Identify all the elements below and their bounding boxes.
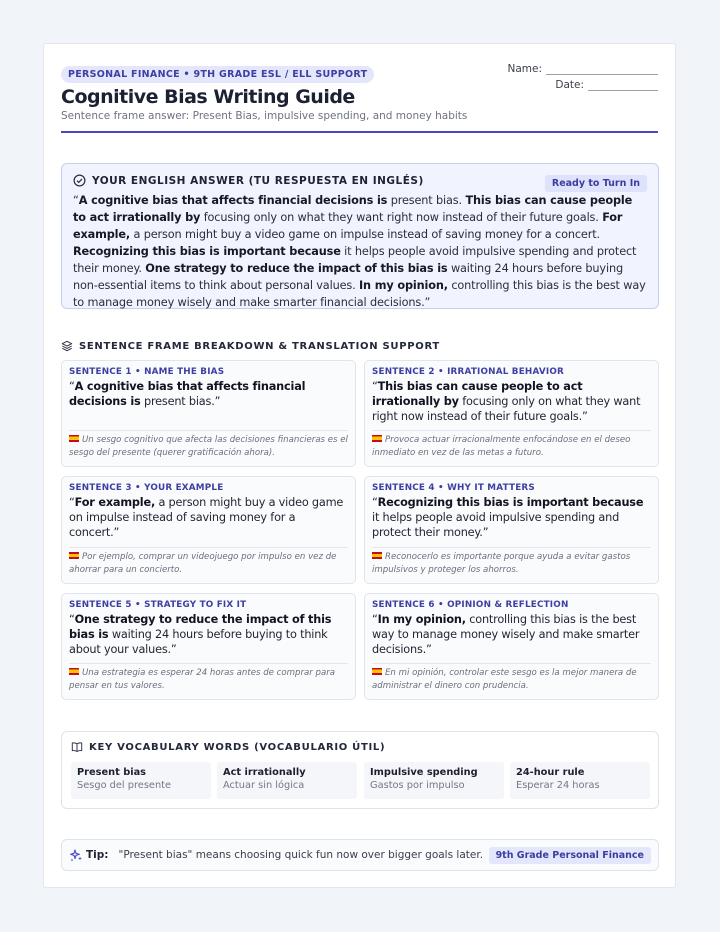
card-frame: This bias can cause people to act irrationally by	[372, 380, 583, 408]
card-quote: “	[69, 380, 75, 393]
vocabulary-panel	[61, 731, 659, 809]
vocabulary-heading	[71, 741, 385, 753]
answer-frame-1: A cognitive bias that affects financial decisions is	[78, 194, 388, 207]
sentence-card-3	[61, 476, 356, 584]
worksheet	[43, 43, 676, 888]
answer-text-2: focusing only on what they want right now instead of their future goals.	[200, 211, 603, 224]
card-rest: a person might buy a video game on impulse instead of saving money for a concert.”	[69, 496, 344, 539]
tip-label: Tip:	[86, 849, 109, 861]
card-frame: In my opinion,	[377, 613, 466, 626]
vocabulary-heading-text: KEY VOCABULARY WORDS (VOCABULARIO ÚTIL)	[89, 741, 386, 753]
spain-flag-icon	[372, 668, 382, 675]
vocab-translation: Esperar 24 horas	[516, 780, 600, 791]
sentence-card-1	[61, 360, 356, 467]
card-frame: For example,	[74, 496, 156, 509]
card-spanish	[69, 667, 348, 693]
breakdown-heading-text: SENTENCE FRAME BREAKDOWN & TRANSLATION SUPPORT	[79, 340, 440, 352]
card-quote: “	[372, 613, 378, 626]
spain-flag-icon	[372, 552, 382, 559]
answer-frame-3: For example,	[73, 211, 623, 241]
card-spanish	[69, 434, 348, 460]
card-english	[372, 612, 651, 657]
answer-paragraph	[73, 192, 647, 311]
subject-pill: PERSONAL FINANCE • 9TH GRADE ESL / ELL SUPPORT	[61, 66, 374, 83]
english-answer-panel	[61, 163, 659, 309]
card-english	[372, 495, 651, 540]
card-label: SENTENCE 5 • STRATEGY TO FIX IT	[69, 600, 247, 610]
name-row[interactable]	[507, 63, 658, 75]
date-label: Date:	[555, 79, 584, 91]
sentence-card-2	[364, 360, 659, 467]
check-circle-icon	[73, 174, 86, 187]
card-rest: waiting 24 hours before buying to think about your values.”	[69, 628, 328, 656]
card-frame: Recognizing this bias is important because	[377, 496, 644, 509]
card-rest: it helps people avoid impulsive spending and protect their money.”	[372, 511, 620, 539]
spain-flag-icon	[69, 552, 79, 559]
card-rest: present bias.”	[140, 395, 221, 408]
answer-quote-open: “	[73, 194, 79, 207]
card-spanish	[372, 551, 651, 577]
answer-text-5: waiting 24 hours before buying non-essential items to think about personal values.	[73, 262, 623, 292]
card-divider	[69, 430, 348, 431]
card-spanish-text: Una estrategia es esperar 24 horas antes de comprar para pensar en tus valores.	[69, 668, 336, 691]
tip-bar	[61, 839, 659, 871]
card-rest: focusing only on what they want right now instead of their future goals.”	[372, 395, 641, 423]
answer-text-6: controlling this bias is the best way to manage money wisely and make smarter financial decisions.”	[73, 279, 646, 309]
name-date-fields	[507, 63, 658, 95]
sentence-card-6	[364, 593, 659, 700]
card-spanish-text: Por ejemplo, comprar un videojuego por impulso en vez de ahorrar para un concierto.	[69, 552, 337, 575]
vocab-word: Impulsive spending	[370, 767, 478, 778]
card-label: SENTENCE 4 • WHY IT MATTERS	[372, 483, 535, 493]
card-label: SENTENCE 6 • OPINION & REFLECTION	[372, 600, 569, 610]
layers-icon	[61, 340, 73, 352]
page-subtitle: Sentence frame answer: Present Bias, impulsive spending, and money habits	[61, 110, 468, 122]
answer-text-1: present bias.	[387, 194, 466, 207]
page-title: Cognitive Bias Writing Guide	[61, 86, 355, 108]
sparkle-icon	[69, 848, 83, 862]
vocab-word: Act irrationally	[223, 767, 306, 778]
answer-frame-2: This bias can cause people to act irrationally by	[73, 194, 633, 224]
card-quote: “	[372, 380, 378, 393]
card-divider	[69, 547, 348, 548]
grade-tag: 9th Grade Personal Finance	[489, 847, 651, 864]
vocab-translation: Sesgo del presente	[77, 780, 172, 791]
vocab-item	[71, 762, 211, 799]
vocab-word: Present bias	[77, 767, 147, 778]
vocab-translation: Actuar sin lógica	[223, 780, 305, 791]
spain-flag-icon	[69, 435, 79, 442]
card-spanish-text: Un sesgo cognitivo que afecta las decisiones financieras es el sesgo del presente (querer gratificación ahora).	[69, 435, 348, 458]
breakdown-heading	[61, 340, 440, 352]
answer-text-4: it helps people avoid impulsive spending and protect their money.	[73, 245, 637, 275]
card-divider	[372, 430, 651, 431]
vocab-item	[510, 762, 650, 799]
card-quote: “	[372, 496, 378, 509]
answer-frame-5: One strategy to reduce the impact of this bias is	[145, 262, 448, 275]
card-divider	[372, 547, 651, 548]
card-label: SENTENCE 1 • NAME THE BIAS	[69, 367, 225, 377]
name-label: Name:	[507, 63, 542, 75]
card-english	[69, 612, 348, 657]
card-spanish-text: Reconocerlo es importante porque ayuda a evitar gastos impulsivos y proteger los ahorros.	[372, 552, 631, 575]
date-row[interactable]	[507, 79, 658, 91]
card-frame: One strategy to reduce the impact of this bias is	[69, 613, 332, 641]
sentence-card-4	[364, 476, 659, 584]
card-english	[69, 495, 348, 540]
answer-frame-4: Recognizing this bias is important because	[73, 245, 341, 258]
card-divider	[372, 663, 651, 664]
card-english	[69, 379, 348, 409]
answer-text-3: a person might buy a video game on impulse instead of saving money for a concert.	[130, 228, 600, 241]
sentence-card-5	[61, 593, 356, 700]
book-icon	[71, 741, 83, 753]
card-spanish	[372, 434, 651, 460]
card-frame: A cognitive bias that affects financial decisions is	[69, 380, 306, 408]
card-spanish-text: Provoca actuar irracionalmente enfocándose en el deseo inmediato en vez de las metas a futuro.	[372, 435, 631, 458]
answer-frame-6: In my opinion,	[359, 279, 448, 292]
card-label: SENTENCE 2 • IRRATIONAL BEHAVIOR	[372, 367, 565, 377]
card-quote: “	[69, 613, 75, 626]
card-spanish	[372, 667, 651, 693]
vocab-translation: Gastos por impulso	[370, 780, 465, 791]
card-spanish-text: En mi opinión, controlar este sesgo es la mejor manera de administrar el dinero con prudencia.	[372, 668, 637, 691]
status-badge: Ready to Turn In	[545, 175, 647, 192]
card-english	[372, 379, 651, 424]
spain-flag-icon	[69, 668, 79, 675]
tip-text: "Present bias" means choosing quick fun now over bigger goals later.	[118, 849, 484, 861]
vocab-item	[217, 762, 357, 799]
card-divider	[69, 663, 348, 664]
vocab-word: 24-hour rule	[516, 767, 585, 778]
card-rest: controlling this bias is the best way to manage money wisely and make smarter decisions.”	[372, 613, 640, 656]
spain-flag-icon	[372, 435, 382, 442]
answer-heading-text: YOUR ENGLISH ANSWER (TU RESPUESTA EN INGLÉS)	[92, 174, 424, 187]
card-label: SENTENCE 3 • YOUR EXAMPLE	[69, 483, 224, 493]
card-quote: “	[69, 496, 75, 509]
header-rule	[61, 131, 658, 133]
vocab-item	[364, 762, 504, 799]
name-line[interactable]	[546, 63, 658, 75]
date-line[interactable]	[588, 79, 658, 91]
card-spanish	[69, 551, 348, 577]
